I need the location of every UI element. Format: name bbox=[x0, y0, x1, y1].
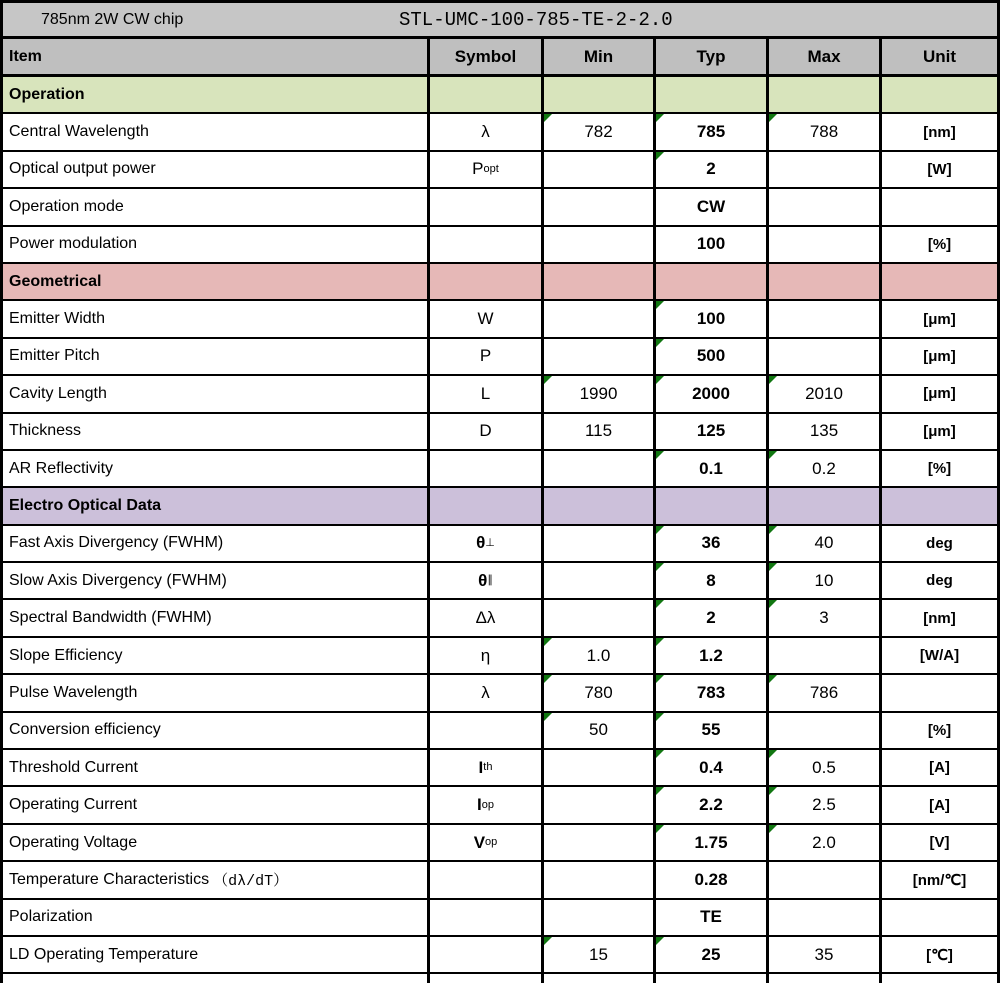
comment-marker-icon bbox=[656, 152, 664, 160]
item-formula: （dλ/dT） bbox=[213, 873, 289, 891]
comment-marker-icon bbox=[656, 787, 664, 795]
min-ar-reflectivity bbox=[544, 451, 656, 488]
max-spectral-bandwidth-fwhm: 3 bbox=[769, 600, 882, 637]
item-temperature-characteristics: Temperature Characteristics （dλ/dT） bbox=[3, 862, 430, 899]
unit-slope-efficiency: [W/A] bbox=[882, 638, 997, 675]
comment-marker-icon bbox=[544, 114, 552, 122]
section-fill-electro-optical-data bbox=[882, 488, 997, 525]
comment-marker-icon bbox=[769, 787, 777, 795]
symbol-base: Δλ bbox=[475, 608, 496, 628]
section-fill-geometrical bbox=[656, 264, 769, 301]
comment-marker-icon bbox=[656, 563, 664, 571]
min-optical-output-power bbox=[544, 152, 656, 189]
max-threshold-current: 0.5 bbox=[769, 750, 882, 787]
max-emitter-pitch bbox=[769, 339, 882, 376]
item-pulse-wavelength: Pulse Wavelength bbox=[3, 675, 430, 712]
col-header-symbol: Symbol bbox=[430, 39, 544, 77]
item-operating-current: Operating Current bbox=[3, 787, 430, 824]
max-fast-axis-divergency-fwhm: 40 bbox=[769, 526, 882, 563]
section-fill-electro-optical-data bbox=[769, 488, 882, 525]
unit-power-modulation: [%] bbox=[882, 227, 997, 264]
item-emitter-width: Emitter Width bbox=[3, 301, 430, 338]
max-ar-reflectivity: 0.2 bbox=[769, 451, 882, 488]
symbol-threshold-current bbox=[430, 750, 544, 787]
typ-emitter-pitch: 500 bbox=[656, 339, 769, 376]
item-operation-mode: Operation mode bbox=[3, 189, 430, 226]
symbol-central-wavelength bbox=[430, 114, 544, 151]
item-cavity-length: Cavity Length bbox=[3, 376, 430, 413]
comment-marker-icon bbox=[656, 750, 664, 758]
symbol-slow-axis-divergency-fwhm bbox=[430, 563, 544, 600]
unit-optical-output-power: [W] bbox=[882, 152, 997, 189]
unit-central-wavelength: [nm] bbox=[882, 114, 997, 151]
max-optical-output-power bbox=[769, 152, 882, 189]
unit-spectral-bandwidth-fwhm: [nm] bbox=[882, 600, 997, 637]
symbol-operating-voltage bbox=[430, 825, 544, 862]
typ-slow-axis-divergency-fwhm: 8 bbox=[656, 563, 769, 600]
item-power-modulation: Power modulation bbox=[3, 227, 430, 264]
symbol-optical-output-power bbox=[430, 152, 544, 189]
typ-slope-efficiency: 1.2 bbox=[656, 638, 769, 675]
unit-temperature-characteristics: [nm/℃] bbox=[882, 862, 997, 899]
max-ld-operating-temperature: 35 bbox=[769, 937, 882, 974]
unit-fast-axis-divergency-fwhm: deg bbox=[882, 526, 997, 563]
symbol-base: L bbox=[480, 383, 491, 403]
section-fill-operation bbox=[544, 77, 656, 114]
typ-power-modulation: 100 bbox=[656, 227, 769, 264]
section-header-electro-optical-data: Electro Optical Data bbox=[3, 488, 430, 525]
symbol-thickness bbox=[430, 414, 544, 451]
symbol-subscript: ∥ bbox=[487, 574, 493, 587]
min-power-modulation bbox=[544, 227, 656, 264]
typ-thickness: 125 bbox=[656, 414, 769, 451]
unit-ld-operating-temperature: [℃] bbox=[882, 937, 997, 974]
title-bar bbox=[3, 3, 997, 39]
symbol-emitter-pitch bbox=[430, 339, 544, 376]
comment-marker-icon bbox=[544, 638, 552, 646]
symbol-base: η bbox=[480, 645, 491, 665]
comment-marker-icon bbox=[656, 376, 664, 384]
symbol-subscript: opt bbox=[483, 162, 499, 175]
comment-marker-icon bbox=[656, 638, 664, 646]
min-cavity-length: 1990 bbox=[544, 376, 656, 413]
typ-temperature-characteristics: 0.28 bbox=[656, 862, 769, 899]
symbol-base: P bbox=[472, 159, 484, 179]
item-thickness: Thickness bbox=[3, 414, 430, 451]
section-header-operation: Operation bbox=[3, 77, 430, 114]
comment-marker-icon bbox=[656, 301, 664, 309]
section-fill-electro-optical-data bbox=[430, 488, 544, 525]
comment-marker-icon bbox=[544, 376, 552, 384]
unit-conversion-efficiency: [%] bbox=[882, 713, 997, 750]
min-operating-current bbox=[544, 787, 656, 824]
item-fast-axis-divergency-fwhm: Fast Axis Divergency (FWHM) bbox=[3, 526, 430, 563]
typ-operating-voltage: 1.75 bbox=[656, 825, 769, 862]
item-ar-reflectivity: AR Reflectivity bbox=[3, 451, 430, 488]
section-fill-operation bbox=[656, 77, 769, 114]
unit-ar-reflectivity: [%] bbox=[882, 451, 997, 488]
max-operating-current: 2.5 bbox=[769, 787, 882, 824]
comment-marker-icon bbox=[656, 114, 664, 122]
min-fast-axis-divergency-fwhm bbox=[544, 526, 656, 563]
min-emitter-width bbox=[544, 301, 656, 338]
min-emitter-pitch bbox=[544, 339, 656, 376]
typ-pulse-wavelength: 783 bbox=[656, 675, 769, 712]
item-threshold-current: Threshold Current bbox=[3, 750, 430, 787]
comment-marker-icon bbox=[769, 451, 777, 459]
max-power-modulation bbox=[769, 227, 882, 264]
model-number: STL-UMC-100-785-TE-2-2.0 bbox=[399, 8, 673, 31]
symbol-conversion-efficiency bbox=[430, 713, 544, 750]
comment-marker-icon bbox=[656, 451, 664, 459]
item-ld-operating-temperature: LD Operating Temperature bbox=[3, 937, 430, 974]
typ-conversion-efficiency: 55 bbox=[656, 713, 769, 750]
typ-operating-current: 2.2 bbox=[656, 787, 769, 824]
max-slope-efficiency bbox=[769, 638, 882, 675]
comment-marker-icon bbox=[656, 675, 664, 683]
symbol-spectral-bandwidth-fwhm bbox=[430, 600, 544, 637]
comment-marker-icon bbox=[769, 600, 777, 608]
section-fill-electro-optical-data bbox=[544, 488, 656, 525]
comment-marker-icon bbox=[656, 713, 664, 721]
symbol-base: P bbox=[479, 346, 492, 366]
spec-table bbox=[3, 39, 997, 983]
col-header-typ: Typ bbox=[656, 39, 769, 77]
unit-operating-voltage: [V] bbox=[882, 825, 997, 862]
symbol-base: θ bbox=[476, 533, 486, 553]
unit-emitter-width: [μm] bbox=[882, 301, 997, 338]
symbol-subscript: th bbox=[483, 761, 493, 774]
unit-operation-mode bbox=[882, 189, 997, 226]
unit-cavity-length: [μm] bbox=[882, 376, 997, 413]
symbol-base: I bbox=[477, 795, 482, 815]
item-slope-efficiency: Slope Efficiency bbox=[3, 638, 430, 675]
section-fill-geometrical bbox=[430, 264, 544, 301]
item-spectral-bandwidth-fwhm: Spectral Bandwidth (FWHM) bbox=[3, 600, 430, 637]
symbol-subscript: op bbox=[481, 798, 494, 811]
col-header-item: Item bbox=[3, 39, 430, 77]
unit-emitter-pitch: [μm] bbox=[882, 339, 997, 376]
unit-threshold-current: [A] bbox=[882, 750, 997, 787]
comment-marker-icon bbox=[656, 526, 664, 534]
partial-row-cell bbox=[3, 974, 430, 983]
symbol-base: λ bbox=[481, 682, 490, 702]
symbol-subscript: ⊥ bbox=[485, 536, 495, 549]
section-fill-geometrical bbox=[769, 264, 882, 301]
min-slow-axis-divergency-fwhm bbox=[544, 563, 656, 600]
section-fill-geometrical bbox=[544, 264, 656, 301]
symbol-emitter-width bbox=[430, 301, 544, 338]
comment-marker-icon bbox=[769, 675, 777, 683]
item-emitter-pitch: Emitter Pitch bbox=[3, 339, 430, 376]
typ-spectral-bandwidth-fwhm: 2 bbox=[656, 600, 769, 637]
symbol-temperature-characteristics bbox=[430, 862, 544, 899]
unit-thickness: [μm] bbox=[882, 414, 997, 451]
symbol-slope-efficiency bbox=[430, 638, 544, 675]
col-header-min: Min bbox=[544, 39, 656, 77]
unit-operating-current: [A] bbox=[882, 787, 997, 824]
max-cavity-length: 2010 bbox=[769, 376, 882, 413]
min-thickness: 115 bbox=[544, 414, 656, 451]
symbol-ld-operating-temperature bbox=[430, 937, 544, 974]
unit-pulse-wavelength bbox=[882, 675, 997, 712]
typ-operation-mode: CW bbox=[656, 189, 769, 226]
symbol-operation-mode bbox=[430, 189, 544, 226]
typ-emitter-width: 100 bbox=[656, 301, 769, 338]
item-slow-axis-divergency-fwhm: Slow Axis Divergency (FWHM) bbox=[3, 563, 430, 600]
symbol-base: λ bbox=[481, 122, 490, 142]
min-conversion-efficiency: 50 bbox=[544, 713, 656, 750]
min-operating-voltage bbox=[544, 825, 656, 862]
min-ld-operating-temperature: 15 bbox=[544, 937, 656, 974]
max-central-wavelength: 788 bbox=[769, 114, 882, 151]
min-temperature-characteristics bbox=[544, 862, 656, 899]
max-conversion-efficiency bbox=[769, 713, 882, 750]
section-header-geometrical: Geometrical bbox=[3, 264, 430, 301]
max-temperature-characteristics bbox=[769, 862, 882, 899]
comment-marker-icon bbox=[769, 825, 777, 833]
section-fill-operation bbox=[430, 77, 544, 114]
min-pulse-wavelength: 780 bbox=[544, 675, 656, 712]
symbol-operating-current bbox=[430, 787, 544, 824]
col-header-max: Max bbox=[769, 39, 882, 77]
comment-marker-icon bbox=[769, 114, 777, 122]
product-name: 785nm 2W CW chip bbox=[41, 10, 184, 28]
max-pulse-wavelength: 786 bbox=[769, 675, 882, 712]
partial-row-cell bbox=[430, 974, 544, 983]
comment-marker-icon bbox=[769, 750, 777, 758]
min-central-wavelength: 782 bbox=[544, 114, 656, 151]
symbol-base: θ bbox=[478, 570, 488, 590]
col-header-unit: Unit bbox=[882, 39, 997, 77]
typ-optical-output-power: 2 bbox=[656, 152, 769, 189]
partial-row-cell bbox=[769, 974, 882, 983]
symbol-subscript: op bbox=[485, 836, 498, 848]
comment-marker-icon bbox=[769, 376, 777, 384]
max-thickness: 135 bbox=[769, 414, 882, 451]
item-operating-voltage: Operating Voltage bbox=[3, 825, 430, 862]
section-fill-operation bbox=[882, 77, 997, 114]
symbol-base: D bbox=[479, 421, 492, 441]
min-operation-mode bbox=[544, 189, 656, 226]
symbol-base: V bbox=[473, 832, 486, 852]
symbol-cavity-length bbox=[430, 376, 544, 413]
max-emitter-width bbox=[769, 301, 882, 338]
symbol-fast-axis-divergency-fwhm bbox=[430, 526, 544, 563]
unit-slow-axis-divergency-fwhm: deg bbox=[882, 563, 997, 600]
partial-row-cell bbox=[656, 974, 769, 983]
comment-marker-icon bbox=[656, 937, 664, 945]
item-optical-output-power: Optical output power bbox=[3, 152, 430, 189]
typ-fast-axis-divergency-fwhm: 36 bbox=[656, 526, 769, 563]
section-fill-electro-optical-data bbox=[656, 488, 769, 525]
min-threshold-current bbox=[544, 750, 656, 787]
comment-marker-icon bbox=[544, 675, 552, 683]
symbol-polarization bbox=[430, 900, 544, 937]
typ-ld-operating-temperature: 25 bbox=[656, 937, 769, 974]
comment-marker-icon bbox=[656, 600, 664, 608]
section-fill-geometrical bbox=[882, 264, 997, 301]
unit-polarization bbox=[882, 900, 997, 937]
symbol-pulse-wavelength bbox=[430, 675, 544, 712]
comment-marker-icon bbox=[656, 825, 664, 833]
item-central-wavelength: Central Wavelength bbox=[3, 114, 430, 151]
max-operating-voltage: 2.0 bbox=[769, 825, 882, 862]
typ-ar-reflectivity: 0.1 bbox=[656, 451, 769, 488]
typ-polarization: TE bbox=[656, 900, 769, 937]
comment-marker-icon bbox=[769, 563, 777, 571]
symbol-power-modulation bbox=[430, 227, 544, 264]
min-spectral-bandwidth-fwhm bbox=[544, 600, 656, 637]
item-conversion-efficiency: Conversion efficiency bbox=[3, 713, 430, 750]
comment-marker-icon bbox=[656, 339, 664, 347]
partial-row-cell bbox=[544, 974, 656, 983]
max-operation-mode bbox=[769, 189, 882, 226]
symbol-ar-reflectivity bbox=[430, 451, 544, 488]
comment-marker-icon bbox=[544, 937, 552, 945]
typ-threshold-current: 0.4 bbox=[656, 750, 769, 787]
min-slope-efficiency: 1.0 bbox=[544, 638, 656, 675]
comment-marker-icon bbox=[769, 526, 777, 534]
comment-marker-icon bbox=[544, 713, 552, 721]
max-slow-axis-divergency-fwhm: 10 bbox=[769, 563, 882, 600]
symbol-base: W bbox=[477, 309, 494, 329]
symbol-base: I bbox=[478, 757, 484, 777]
item-polarization: Polarization bbox=[3, 900, 430, 937]
min-polarization bbox=[544, 900, 656, 937]
max-polarization bbox=[769, 900, 882, 937]
typ-cavity-length: 2000 bbox=[656, 376, 769, 413]
typ-central-wavelength: 785 bbox=[656, 114, 769, 151]
section-fill-operation bbox=[769, 77, 882, 114]
partial-row-cell bbox=[882, 974, 997, 983]
